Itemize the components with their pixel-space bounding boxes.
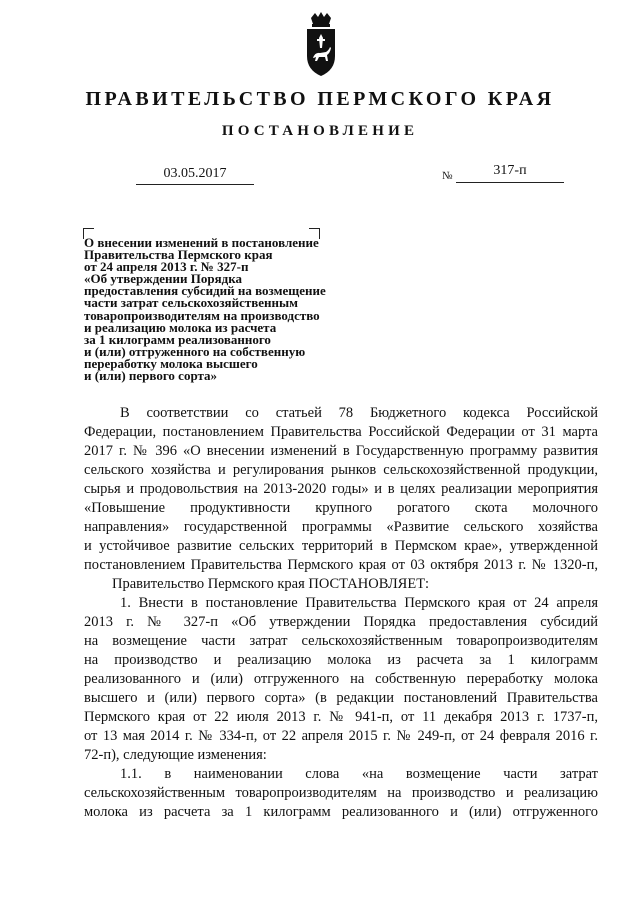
body-line: 72-п), следующие изменения: <box>84 747 267 763</box>
body-line: высшего и (или) первого сорта» (в редакции постановлений Правительства <box>84 690 598 706</box>
body-line: 2017 г. № 396 «О внесении изменений в Государственную программу развития <box>84 443 598 459</box>
body-line: от 13 мая 2014 г. № 334-п, от 22 апреля 2015 г. № 249-п, от 24 февраля 2016 г. <box>84 728 598 744</box>
body-line: Правительство Пермского края ПОСТАНОВЛЯЕТ: <box>112 576 430 592</box>
body-line: сельскохозяйственным товаропроизводителям на производство и реализацию <box>84 785 598 801</box>
organization-title: ПРАВИТЕЛЬСТВО ПЕРМСКОГО КРАЯ <box>85 88 555 110</box>
body-line: постановлением Правительства Пермского края от 03 октября 2013 г. № 1320-п, <box>84 557 598 573</box>
body-line: Федерации, постановлением Правительства Российской Федерации от 31 марта <box>84 424 598 440</box>
document-number: 317-п <box>456 163 564 183</box>
document-subject: О внесении изменений в постановление Правительства Пермского края от 24 апреля 2013 г. № 327-п «Об утверждении Порядка предоставления субсидий на возмещение части затрат сельскохозяйственным товаропроизводителям на производство и реализацию молока из расчета за 1 килограмм реализованного и (или) отгруженного на собственную переработку молока высшего и (или) первого сорта» <box>84 235 326 384</box>
perm-krai-coat-of-arms-icon <box>305 12 337 78</box>
body-line: на производство и реализацию молока из расчета за 1 килограмм <box>84 652 598 668</box>
body-line: и устойчивое развитие сельских территорий в Пермском крае», утвержденной <box>84 538 598 554</box>
body-line: В соответствии со статьей 78 Бюджетного кодекса Российской <box>120 405 598 421</box>
body-line: молока из расчета за 1 килограмм реализованного и (или) отгруженного <box>84 804 598 820</box>
body-line: Пермского края от 22 июля 2013 г. № 941-п, от 11 декабря 2013 г. 1737-п, <box>84 709 598 725</box>
body-line: сырья и продовольствия на 2013-2020 годы» и в целях реализации мероприятия <box>84 481 598 497</box>
document-date: 03.05.2017 <box>136 166 254 185</box>
body-line: «Повышение продуктивности крупного рогатого скота молочного <box>84 500 598 516</box>
body-line: сельского хозяйства и регулирования рынков сельскохозяйственной продукции, <box>84 462 598 478</box>
body-line: 1.1. в наименовании слова «на возмещение части затрат <box>120 766 598 782</box>
body-line: 1. Внести в постановление Правительства Пермского края от 24 апреля <box>120 595 598 611</box>
number-sign: № <box>442 170 453 182</box>
body-line: направления» государственной программы «Развитие сельского хозяйства <box>84 519 598 535</box>
document-body <box>84 404 598 822</box>
body-line: 2013 г. № 327-п «Об утверждении Порядка предоставления субсидий <box>84 614 598 630</box>
document-type: ПОСТАНОВЛЕНИЕ <box>221 123 419 139</box>
body-line: реализованного и (или) отгруженного на собственную переработку молока <box>84 671 598 687</box>
body-line: на возмещение части затрат сельскохозяйственным товаропроизводителям <box>84 633 598 649</box>
